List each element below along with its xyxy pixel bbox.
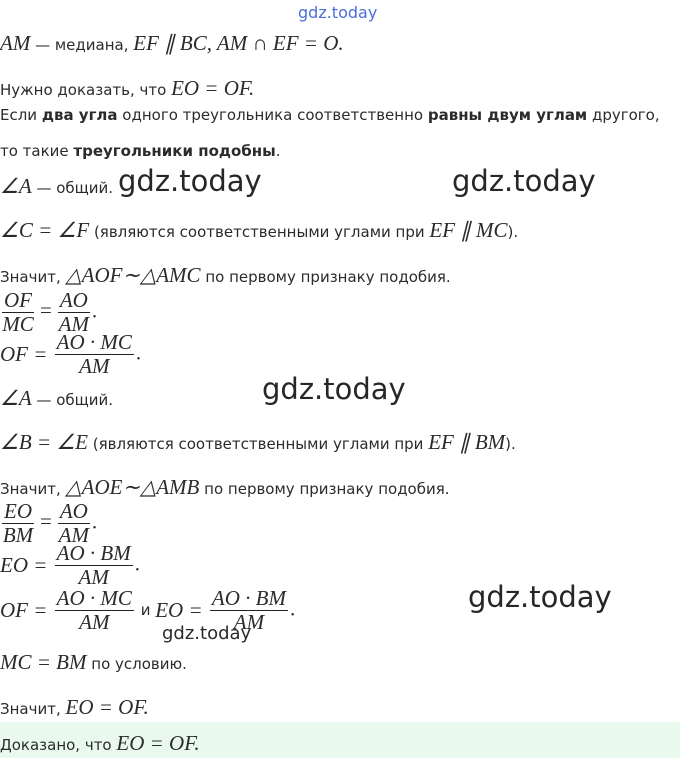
watermark: gdz.today (452, 164, 596, 198)
conclusion-line (0, 697, 149, 718)
text: Доказано, что (0, 736, 117, 754)
math: EF ∥ BC, AM ∩ EF = O. (133, 31, 344, 55)
text: — общий. (31, 391, 114, 409)
text: (являются соответственными углами при (87, 435, 429, 453)
common-angle-line-2 (0, 388, 113, 409)
text: другого, (587, 106, 660, 124)
denominator: AM (58, 312, 89, 336)
theorem-line-2 (0, 144, 280, 159)
fraction (55, 332, 134, 377)
math: EF ∥ BM (428, 430, 506, 454)
fraction (58, 501, 90, 546)
theorem-line-1 (0, 108, 660, 123)
proved-line (0, 733, 200, 754)
proportion-2: $\frac{EO}{BM}$ = $\frac{AO}{AM}$ . (2, 499, 98, 547)
lhs: EO = (155, 598, 203, 622)
math: ∠B = ∠E (0, 430, 88, 454)
text: Значит, (0, 700, 66, 718)
math: MC = BM (0, 650, 87, 674)
watermark: gdz.today (262, 372, 406, 406)
conjunction: и (135, 601, 156, 619)
numerator: AO · BM (56, 541, 131, 565)
similarity-line-2 (0, 477, 450, 498)
denominator: AM (78, 565, 109, 589)
expression-eo-1: EO = $\frac{AO \cdot BM}{AM}$ . (0, 541, 140, 589)
watermark: gdz.today (468, 580, 612, 614)
math: AM (0, 31, 31, 55)
text: одного треугольника соответственно (117, 106, 428, 124)
bold-text: равны двум углам (427, 106, 588, 124)
numerator: AO (59, 499, 88, 523)
numerator: OF (4, 288, 32, 312)
text: Нужно доказать, что (0, 81, 172, 99)
numerator: AO · MC (56, 330, 132, 354)
math: ∠C = ∠F (0, 218, 90, 242)
text: Значит, (0, 480, 66, 498)
proportion-1: $\frac{OF}{MC}$ = $\frac{AO}{AM}$ . (2, 288, 98, 336)
math: △AOE∼△AMB (65, 475, 200, 499)
watermark: gdz.today (162, 623, 252, 644)
bold-text: треугольники подобны (73, 142, 276, 160)
numerator: AO · MC (56, 586, 132, 610)
text: Если (0, 106, 42, 124)
fraction (58, 290, 90, 335)
angle-equality-line-2 (0, 432, 516, 453)
math: ∠A (0, 386, 32, 410)
condition-line (0, 652, 187, 673)
denominator: BM (2, 523, 34, 547)
bold-text: два угла (41, 106, 118, 124)
text: по первому признаку подобия. (199, 480, 450, 498)
lhs: OF = (0, 342, 48, 366)
lhs: OF = (0, 598, 48, 622)
numerator: AO · BM (211, 586, 286, 610)
text: — медиана, (30, 36, 134, 54)
denominator: AM (79, 354, 110, 378)
math: ∠A (0, 174, 32, 198)
fraction (55, 543, 133, 588)
text: то такие (0, 142, 74, 160)
text: по условию. (86, 655, 187, 673)
text: ). (507, 223, 519, 241)
text: ). (505, 435, 516, 453)
math: EO = OF. (116, 731, 200, 755)
math: EF ∥ MC (429, 218, 508, 242)
denominator: AM (58, 523, 89, 547)
math: EO = OF. (65, 695, 149, 719)
text: — общий. (31, 179, 114, 197)
math: △AOF∼△AMC (65, 263, 201, 287)
watermark: gdz.today (118, 164, 262, 198)
expression-of-1: OF = $\frac{AO \cdot MC}{AM}$ . (0, 330, 142, 378)
angle-equality-line-1 (0, 220, 518, 241)
fraction (2, 501, 34, 546)
watermark-top: gdz.today (298, 3, 378, 22)
text: по первому признаку подобия. (200, 268, 451, 286)
math: EO = OF. (171, 76, 255, 100)
proved-banner (0, 722, 680, 758)
to-prove-line (0, 78, 254, 99)
similarity-line-1 (0, 265, 451, 286)
numerator: AO (59, 288, 88, 312)
lhs: EO = (0, 553, 48, 577)
numerator: EO (4, 499, 32, 523)
fraction (55, 588, 134, 633)
given-line (0, 33, 344, 54)
expressions-combined: OF = $\frac{AO \cdot MC}{AM}$ и EO = $\frac{AO \cdot BM}{AM}$ . (0, 586, 296, 634)
common-angle-line-1 (0, 176, 113, 197)
fraction (2, 290, 34, 335)
text: . (275, 142, 281, 160)
denominator: MC (2, 312, 34, 336)
denominator: AM (233, 610, 265, 634)
text: (являются соответственными углами при (89, 223, 430, 241)
text: Значит, (0, 268, 66, 286)
denominator: AM (79, 610, 110, 634)
